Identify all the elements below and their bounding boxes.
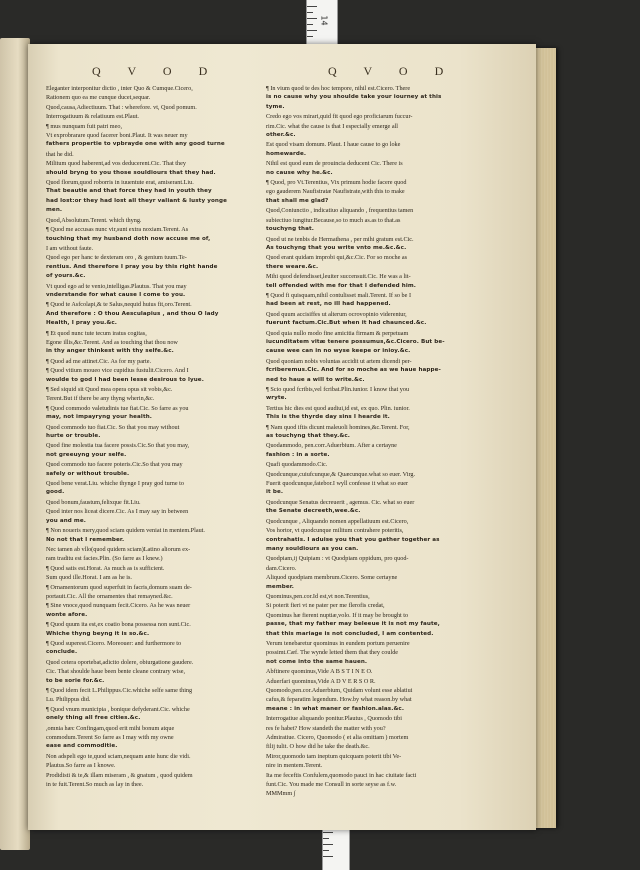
text-line: That beautie and that force they had in youth they: [46, 188, 212, 195]
text-line: Plautus.So farre as I knowe.: [46, 762, 116, 770]
text-line: hurte or trouble.: [46, 433, 101, 440]
text-line: Vt quod ego ad te venio,intelligas.Plautus. That you may: [46, 282, 187, 290]
text-line: not greeuyng your selfe.: [46, 451, 127, 458]
text-line: you and me.: [46, 517, 86, 524]
text-line: Militum quod haberent,ad vos deducerent.Cic. That they: [46, 160, 186, 168]
text-line: ¶ Non noueris mery,quod sciam quidem veniat in mentem.Plaut.: [46, 527, 205, 535]
text-line: Quodcunque , Aliquando nomen appellatiuum est.Cicero,: [266, 517, 409, 525]
text-line: had been at rest, no ill had happened.: [266, 301, 391, 308]
text-line: Lu. Philippus did.: [46, 696, 91, 704]
text-line: And therefore : O thou Aesculapius , and thou O lady: [46, 310, 219, 317]
text-line: many souldiours as you can.: [266, 545, 359, 552]
text-line: Quod inter nos liceat dicere.Cic. As I may say in between: [46, 508, 189, 516]
text-line: Verum tenebaretur quominus in eundem portum peruenire: [266, 639, 410, 647]
text-line: funt.Cic. You made me Consull in sorte seyse as f.w.: [266, 781, 397, 789]
right-text-column: [266, 84, 484, 799]
text-line: rim.Cic. what the cause is that I especially emerge all: [266, 122, 399, 130]
text-line: Tertius hic dies est quod audiui,id est, ex quo. Plin. iunior.: [266, 404, 410, 412]
text-line: Quod commodo tuo facere poteris.Cic.So that you may: [46, 461, 183, 469]
text-line: fuerunt factum.Cic.But when it had chaunced.&c.: [266, 320, 427, 327]
text-line: should bryng to you those souldiours that they had.: [46, 169, 216, 176]
ruler-tick: [323, 844, 333, 845]
text-line: ¶ Quod me accusas nunc vir,sunt extra noxiam.Terent. As: [46, 226, 189, 234]
text-line: Aliquod quodpiam membrum.Cicero. Some certayne: [266, 574, 398, 582]
ruler-tick: [307, 36, 313, 37]
text-line: touchyng that.: [266, 226, 315, 233]
text-line: homewarde.: [266, 150, 307, 157]
text-line: ¶ Nam quod iftis dicunt maleuoli homines,&c.Terent. For,: [266, 423, 410, 431]
text-line: Whiche thyng beyng it is so.&c.: [46, 630, 150, 637]
text-line: Quod commodo tuo fiat.Cic. So that you may without: [46, 423, 180, 431]
text-line: touching that my husband doth now accuse me of,: [46, 235, 211, 242]
ruler-tick: [307, 30, 317, 31]
text-line: subiectiuo iungitur.Because,so to much as.as to that.as: [266, 216, 401, 224]
ruler-tick: [307, 6, 317, 7]
text-line: that he did.: [46, 150, 74, 158]
text-line: good.: [46, 489, 65, 496]
text-line: ¶ Et quod nunc tute tecum iratus cogitas,: [46, 329, 147, 337]
text-line: Vos hortor, vt quodcunque militum contrahere poteritis,: [266, 527, 404, 535]
text-line: Quodpiam,ij Quipiam : vt Quodpiam oppidum, pro quod-: [266, 555, 409, 563]
ruler-tick: [323, 850, 329, 851]
text-line: Quod quoniam nobis voluntas accidit ut artem dicendi per-: [266, 357, 412, 365]
text-line: passe, that my father may beleeue it is not my faute,: [266, 621, 440, 628]
text-line: Quod,Absolutum.Terent. which thyng.: [46, 216, 142, 224]
text-line: Aduerfari quominus,Vide A D V E R S O R.: [266, 677, 376, 685]
text-line: there weare.&c.: [266, 263, 319, 270]
text-line: ¶ Quod vitium moueo vice cupidius fustulit.Cicero. And I: [46, 367, 189, 375]
text-line: safely or without trouble.: [46, 470, 130, 477]
text-line: ¶ Quod te Asfcolapi,& te Salus,nequid huius fit,oro.Terent.: [46, 301, 192, 309]
text-line: rentius. And therefore I pray you by this right hande: [46, 263, 218, 270]
text-line: ¶ Quod commodo valetudinis tue fiat.Cic. So farre as you: [46, 404, 189, 412]
text-line: Quod cetera oportebat,adicito dolere, obiurgatione gaudere.: [46, 658, 194, 666]
text-line: Quod ut ne tenbis de Hermathena , per mihi gratum est.Cic.: [266, 235, 414, 243]
ruler-tick: [307, 12, 313, 13]
text-line: Quodammodo, pen.corr.Aduerbium. After a certayne: [266, 442, 397, 450]
text-line: ¶ Sine vnoce,quod nunquam fecit.Cicero. As he was neuer: [46, 602, 191, 610]
text-line: Quod florum,quod roborris in iuuentute erat, amiserant.Liu.: [46, 179, 194, 187]
running-head-right: Q V O D: [328, 64, 456, 78]
text-line: Credo ego vos mirari,quid fit quod ego proficiarum fuccur-: [266, 113, 413, 121]
text-line: Quod bonum,faustum,felixque fit.Liu.: [46, 498, 141, 506]
text-line: Quod,Coniunctio , indicatiuo aliquando , frequentius tamen: [266, 207, 414, 215]
text-line: Quod bene verat.Liu. whiche thynge I pray god turne to: [46, 480, 184, 488]
text-line: Prodidisti & te,& illam miseram , & gnatum , quod quidem: [46, 771, 193, 779]
text-line: ram traditu est facies.Plin. (So farre as I knew.): [46, 555, 163, 563]
text-line: Admiratiue. Cicero, Quomodo ( et alia omittam ) mortem: [266, 734, 409, 742]
text-line: no cause why he.&c.: [266, 169, 333, 176]
text-line: Quominus,pen.cor.Id est,vt non.Terentius,: [266, 592, 370, 600]
text-line: men.: [46, 207, 63, 214]
text-line: wonte afore.: [46, 611, 88, 618]
text-line: nire in mentem.Terent.: [266, 762, 323, 770]
text-line: Quodcunque,cuiufcunque,& Quæcunque.what so euer. Virg.: [266, 470, 416, 478]
text-line: is no cause why you shoulde take your iourney at this: [266, 94, 442, 101]
text-line: Fuerit quodcunque,fatebor.I wyll confesse it what so euer: [266, 480, 409, 488]
text-line: fathers propertie to vpbrayde one with any good turne: [46, 141, 225, 148]
text-line: that shall me glad?: [266, 197, 329, 204]
text-line: fcriberemus.Cic. And for so moche as we haue happe-: [266, 367, 441, 374]
text-line: tyme.: [266, 103, 285, 110]
text-line: Nec tamen ab vllo(quod quidem sciam)Latino aliorum ex-: [46, 545, 191, 553]
ruler-tick: [307, 18, 317, 19]
text-line: ¶ Scio quod fcribis,vel fcribat.Plin.iunior. I know that you: [266, 386, 410, 393]
text-line: No not that I remember.: [46, 536, 125, 543]
text-line: Ita me feceftis Confulem,quomodo pauci in hac ciuitate facti: [266, 771, 417, 779]
text-line: dam.Cicero.: [266, 564, 297, 572]
text-line: the Senate decreeth,wee.&c.: [266, 508, 361, 515]
text-line: ¶ Quod vnum municipia , bonique defyderant.Cic. whiche: [46, 705, 190, 713]
text-line: in te fuit.Terent.So much as lay in thee.: [46, 781, 144, 789]
text-line: Quomodo,pen.cor.Aduerbium, Quidam volunt esse ablatiui: [266, 687, 413, 694]
text-line: Quod fine molestia tua facere possis.Cic.So that you may,: [46, 442, 190, 450]
text-line: Quod quia nullo modo fine amicitia firmam & perpetuam: [266, 329, 409, 337]
left-text-column: [46, 84, 264, 789]
text-line: This is the thyrde day sins I hearde it.: [266, 414, 390, 421]
text-line: Miror,quomodo tam ineptum quicquam poterit tibi Ve-: [266, 752, 402, 760]
text-line: ¶ Sed siquid sit Quod mea opera opus sit vobis,&c.: [46, 386, 173, 393]
text-line: contrahatis. I aduise you that you gather together as: [266, 536, 440, 543]
text-line: Health, I pray you.&c.: [46, 320, 117, 327]
text-line: Interrogatiuum & relatiuum est.Plaut.: [46, 113, 139, 121]
ruler-tick: [307, 24, 313, 25]
ruler-tick: [323, 832, 333, 833]
text-line: ¶ Quod fi quisquam,nihil contulisset mali.Terent. If so be I: [266, 291, 412, 299]
text-line: Quod erant quidam improbi qui,&c.Cic. For so moche as: [266, 254, 408, 262]
text-line: had lost:or they had lost all theyr valiant & lusty yonge: [46, 197, 228, 204]
text-line: Abftinere quominus,Vide A B S T I N E O.: [266, 668, 373, 676]
text-line: ¶ Quod idem fecit L.Philippus.Cic.whiche selfe same thing: [46, 687, 193, 694]
text-line: Terent.But if there be any thyng wherin,&c.: [46, 395, 155, 403]
bottom-scale-ruler: [322, 826, 350, 870]
text-line: conclude.: [46, 649, 78, 656]
text-line: wryte.: [266, 395, 287, 402]
text-line: that this mariage is not concluded, I am contented.: [266, 630, 434, 637]
text-line: commodum.Terent So farre as I may with my owne: [46, 734, 174, 742]
text-line: As touchyng that you write vnto me.&c.&c.: [266, 244, 407, 251]
text-line: Quodcunque Senatus decreuerit , agemus. Cic. what so euer: [266, 498, 415, 506]
text-line: res fe habet? How standeth the matter with you?: [266, 724, 386, 732]
text-line: Quominus hæ fierent nuptiæ,volo. If it may be brought to: [266, 611, 409, 619]
text-line: may, not impayryng your health.: [46, 414, 153, 421]
text-line: ego gauderem Naufistratæ Naufistrate,with this to make: [266, 188, 405, 196]
text-line: meane : in what maner or fashion.alas.&c.: [266, 705, 405, 712]
text-line: member.: [266, 583, 295, 590]
text-line: not come into the same hauen.: [266, 658, 368, 665]
text-line: Mihi quod defendisset,leuiter succensuit.Cic. He was a lit-: [266, 273, 411, 281]
text-line: it be.: [266, 489, 284, 496]
top-scale-ruler: [306, 0, 338, 44]
text-line: Si poterit fieri vt ne pater per me flerofis credat,: [266, 602, 385, 610]
text-line: ¶ Ornamentorum quod superfuit in facris,domum suam de-: [46, 583, 192, 591]
text-line: Quod quum accisiffes ut alterum ocrovopinio viderentur,: [266, 310, 407, 318]
text-line: Cic. That shoulde haue been bente cleane contrary wise,: [46, 668, 186, 676]
text-line: Rationem quo ea me cunque ducet,sequar.: [46, 94, 151, 102]
text-line: Egone illis,&c.Terent. And as touching that thou now: [46, 338, 178, 346]
text-line: as touchyng that they.&c.: [266, 433, 351, 440]
text-line: iucunditatem vitæ tenere possumus,&c.Cicero. But be-: [266, 338, 445, 345]
running-head-left: Q V O D: [92, 64, 220, 78]
text-line: to be sorie for.&c.: [46, 677, 105, 684]
text-line: of yours.&c.: [46, 273, 86, 280]
text-line: I am without faute.: [46, 244, 94, 252]
text-line: Nihil est quod eum de prouincia deducent Cic. There is: [266, 160, 403, 168]
left-page-edge: [0, 38, 30, 850]
text-line: cause wee can in no wyse keepe or inioy.&c.: [266, 348, 411, 355]
text-line: tell offended with me for that I defended him.: [266, 282, 417, 289]
text-line: filij tulit. O how did he take the death.&c.: [266, 743, 370, 751]
text-line: Est quod visam domum. Plaut. I haue cause to go loke: [266, 141, 401, 149]
text-line: Non adspeli ego te,quod sciam,nequam ante hunc die vidi.: [46, 752, 191, 760]
ruler-tick: [323, 838, 329, 839]
text-line: ¶ Quod superest.Cicero. Moreouer: and furthermore to: [46, 639, 182, 647]
text-line: ¶ In vium quod te des hoc tempore, nihil est.Cicero. There: [266, 85, 411, 92]
text-line: Interrogatiue aliquando ponitur.Plautus , Quomodo tibi: [266, 715, 402, 723]
text-line: woulde to god I had been lesse desirous to lyue.: [46, 376, 204, 383]
text-line: Quod ego per hanc te dexteram oro , & genium tuum.Te-: [46, 254, 187, 262]
text-line: possimt.Cæf. The wynde letted them that they coulde: [266, 649, 399, 657]
text-line: in thy anger thinkest with thy selfe.&c.: [46, 348, 174, 355]
text-line: ¶ Quod ad me attinet.Cic. As for my parte.: [46, 357, 152, 365]
ruler-number: 14: [319, 15, 329, 26]
text-line: onely thing all free cities.&c.: [46, 715, 141, 722]
text-line: MMMmm ∫: [266, 790, 296, 798]
text-line: other.&c.: [266, 132, 296, 139]
text-line: Quod,causa,Adiectiuum. That : wherefore. vt, Quod pomum.: [46, 103, 197, 111]
ruler-tick: [323, 856, 333, 857]
text-line: cafus,& feparatim legendum. How.by what reason.by what: [266, 696, 412, 704]
text-line: ease and commoditie.: [46, 743, 118, 750]
text-line: Quafi quodammodo.Cic.: [266, 461, 328, 469]
text-line: Sum quod ille.Horat. I am as he is.: [46, 574, 132, 582]
text-line: portauit.Cic. All the ornamentes that remayned.&c.: [46, 592, 173, 600]
text-line: Vt exprobrarare quod facerer boni.Plaut. It was neuer my: [46, 132, 188, 140]
text-line: ¶ mus nunquam fuit patri meo,: [46, 122, 123, 130]
text-line: fashion : in a sorte.: [266, 451, 330, 458]
text-line: vnderstande for what cause I come to you.: [46, 291, 186, 298]
text-line: ned to haue a will to write.&c.: [266, 376, 365, 383]
text-line: ¶ Quod, pro Vt.Terentius, Vix primum hodie facere quod: [266, 179, 407, 187]
text-line: ,omnia hæc Confingam,quod erit mihi bonum atque: [46, 724, 175, 732]
text-line: ¶ Quod satis est.Horat. As much as is sufficient.: [46, 564, 165, 572]
text-line: ¶ Quod quum ita est,ex coatio bona possessa non sunt.Cic.: [46, 621, 191, 629]
text-line: Eleganter interponitur dictio , inter Quo & Cumque.Cicero,: [46, 85, 193, 92]
